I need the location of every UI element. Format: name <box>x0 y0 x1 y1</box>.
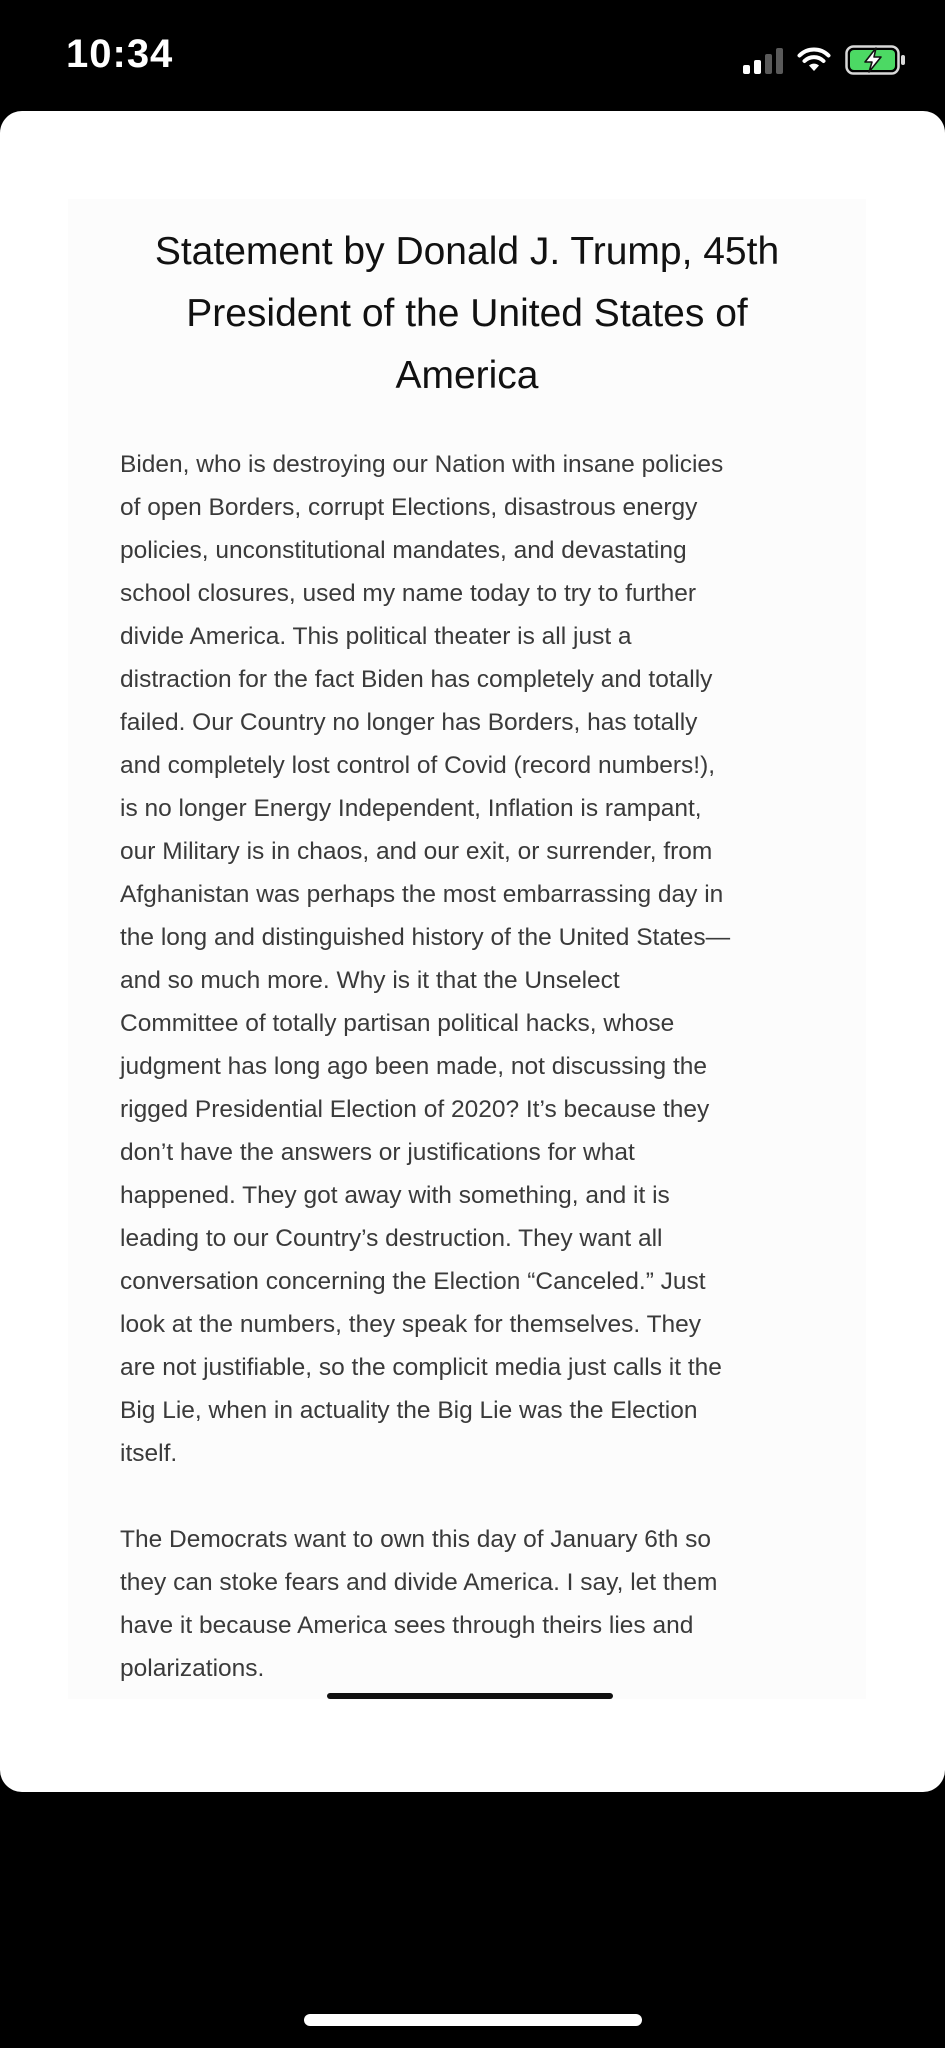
paragraph-line: Big Lie, when in actuality the Big Lie was the Election <box>120 1397 698 1424</box>
paragraph-line: policies, unconstitutional mandates, and devastating <box>120 537 687 564</box>
paragraph-line: Afghanistan was perhaps the most embarrassing day in <box>120 881 724 908</box>
title-line: America <box>395 354 539 397</box>
paragraph-line: The Democrats want to own this day of January 6th so <box>120 1526 712 1553</box>
paragraph-line: polarizations. <box>120 1655 265 1682</box>
paragraph-line: Biden, who is destroying our Nation with insane policies <box>120 451 724 478</box>
battery-charging-icon <box>845 45 907 75</box>
home-indicator[interactable] <box>304 2014 642 2026</box>
paragraph-line: judgment has long ago been made, not discussing the <box>120 1053 708 1080</box>
statement-body <box>120 443 860 1690</box>
title-line: Statement by Donald J. Trump, 45th <box>154 230 780 273</box>
wifi-icon <box>797 47 831 73</box>
paragraph-line: and completely lost control of Covid (record numbers!), <box>120 752 716 779</box>
paragraph-line: look at the numbers, they speak for themselves. They <box>120 1311 702 1338</box>
statement-title <box>68 221 866 407</box>
cellular-signal-icon <box>743 46 783 74</box>
statement-card[interactable] <box>0 111 945 1792</box>
paragraph-line: conversation concerning the Election “Canceled.” Just <box>120 1268 706 1295</box>
paragraph-line: and so much more. Why is it that the Unselect <box>120 967 620 994</box>
paragraph <box>120 1518 860 1690</box>
paragraph-gap <box>120 1475 860 1518</box>
paragraph-line: divide America. This political theater is all just a <box>120 623 632 650</box>
status-time: 10:34 <box>66 32 174 76</box>
paragraph-line: school closures, used my name today to try to further <box>120 580 697 607</box>
paragraph-line: leading to our Country’s destruction. They want all <box>120 1225 663 1252</box>
paragraph-line: don’t have the answers or justifications for what <box>120 1139 635 1166</box>
paragraph-line: of open Borders, corrupt Elections, disastrous energy <box>120 494 698 521</box>
scroll-indicator <box>327 1693 613 1699</box>
status-bar <box>0 0 945 110</box>
paragraph-line: itself. <box>120 1440 178 1467</box>
statement-document[interactable] <box>68 199 866 1699</box>
status-icons <box>743 38 907 82</box>
paragraph-line: Committee of totally partisan political hacks, whose <box>120 1010 675 1037</box>
paragraph-line: have it because America sees through theirs lies and <box>120 1612 694 1639</box>
paragraph-line: happened. They got away with something, and it is <box>120 1182 670 1209</box>
paragraph <box>120 443 860 1475</box>
title-line: President of the United States of <box>186 292 748 335</box>
paragraph-line: our Military is in chaos, and our exit, or surrender, from <box>120 838 713 865</box>
paragraph-line: they can stoke fears and divide America. I say, let them <box>120 1569 718 1596</box>
paragraph-line: is no longer Energy Independent, Inflation is rampant, <box>120 795 702 822</box>
paragraph-line: failed. Our Country no longer has Borders, has totally <box>120 709 698 736</box>
paragraph-line: distraction for the fact Biden has completely and totally <box>120 666 713 693</box>
paragraph-line: are not justifiable, so the complicit media just calls it the <box>120 1354 722 1381</box>
paragraph-line: the long and distinguished history of the United States— <box>120 924 731 951</box>
paragraph-line: rigged Presidential Election of 2020? It’s because they <box>120 1096 710 1123</box>
